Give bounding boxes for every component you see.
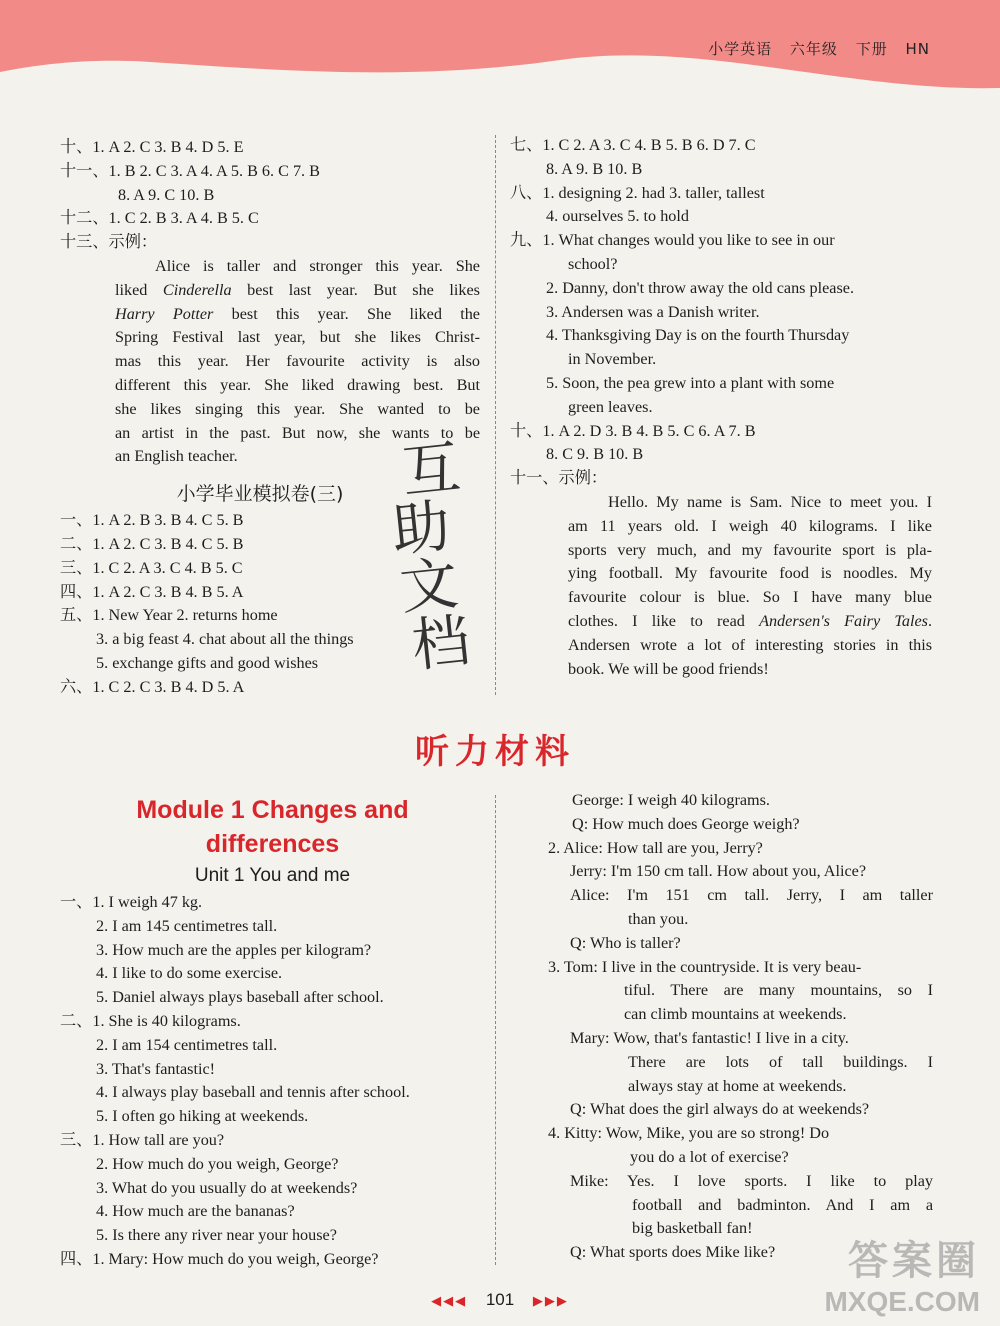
answer-line: 三、1. C 2. A 3. C 4. B 5. C xyxy=(60,558,243,577)
listening-line: you do a lot of exercise? xyxy=(630,1147,789,1166)
answer-line: 十二、1. C 2. B 3. A 4. B 5. C xyxy=(60,209,259,228)
answer-line: 8. C 9. B 10. B xyxy=(546,445,644,464)
listening-line: Jerry: I'm 150 cm tall. How about you, Alice? xyxy=(570,862,867,881)
answer-line: 5. exchange gifts and good wishes xyxy=(96,653,319,672)
listening-line: 4. Kitty: Wow, Mike, you are so strong! Do xyxy=(548,1124,830,1143)
listening-line: 2. I am 154 centimetres tall. xyxy=(96,1035,278,1054)
listening-line: 4. I like to do some exercise. xyxy=(96,964,283,983)
listening-line: 5. Is there any river near your house? xyxy=(96,1226,337,1245)
listening-line: 3. Tom: I live in the countryside. It is very beau- xyxy=(548,957,862,976)
handwritten-char: 助 xyxy=(388,491,454,565)
watermark-logo-text: 答案圈 xyxy=(848,1239,980,1283)
listening-line: football and badminton. And I am a xyxy=(632,1195,933,1214)
listening-line: 三、1. How tall are you? xyxy=(60,1130,225,1149)
section-title: 听力材料 xyxy=(415,732,575,772)
answer-line: 8. A 9. B 10. B xyxy=(546,159,643,178)
listening-line: 4. I always play baseball and tennis after school. xyxy=(96,1083,410,1102)
essay-line: mas this year. Her favourite activity is also xyxy=(115,352,480,371)
answer-line: 十一、示例： xyxy=(510,469,608,488)
listening-line: Q: What does the girl always do at weekends? xyxy=(570,1100,870,1119)
answer-line: 六、1. C 2. C 3. B 4. D 5. A xyxy=(60,677,245,696)
answer-line: 十、1. A 2. D 3. B 4. B 5. C 6. A 7. B xyxy=(510,421,756,440)
listening-line: always stay at home at weekends. xyxy=(628,1076,847,1095)
answer-line: 十一、1. B 2. C 3. A 4. A 5. B 6. C 7. B xyxy=(60,161,320,180)
essay-line: book. We will be good friends! xyxy=(568,659,769,678)
essay-line: Hello. My name is Sam. Nice to meet you. I xyxy=(608,492,932,511)
listening-line: 2. I am 145 centimetres tall. xyxy=(96,916,278,935)
answer-line: 十三、示例： xyxy=(60,233,158,252)
essay-line: favourite colour is blue. So I have many blue xyxy=(568,588,932,607)
answer-line: in November. xyxy=(568,350,657,369)
answer-line: 4. Thanksgiving Day is on the fourth Thursday xyxy=(546,326,850,345)
answer-line: 3. Andersen was a Danish writer. xyxy=(546,302,760,321)
listening-line: 3. What do you usually do at weekends? xyxy=(96,1178,358,1197)
unit-title: Unit 1 You and me xyxy=(194,865,351,886)
module-title-line2: differences xyxy=(205,830,340,858)
listening-line: 3. That's fantastic! xyxy=(96,1059,216,1078)
handwritten-char: 档 xyxy=(408,606,474,680)
module-title-line1: Module 1 Changes and xyxy=(136,796,409,824)
listening-line: Mary: Wow, that's fantastic! I live in a city. xyxy=(570,1028,849,1047)
listening-line: 5. I often go hiking at weekends. xyxy=(96,1107,309,1126)
answer-line: school? xyxy=(568,254,618,273)
answer-line: green leaves. xyxy=(568,397,653,416)
listening-line: Q: How much does George weigh? xyxy=(572,814,800,833)
column-divider-top xyxy=(495,135,496,695)
listening-line: big basketball fan! xyxy=(632,1219,753,1238)
listening-line: George: I weigh 40 kilograms. xyxy=(572,791,770,809)
listening-line: 二、1. She is 40 kilograms. xyxy=(60,1011,241,1030)
listening-line: 5. Daniel always plays baseball after school. xyxy=(96,988,384,1007)
essay-line: clothes. I like to read Andersen's Fairy Tales. xyxy=(568,611,932,630)
essay-line: an English teacher. xyxy=(115,447,238,466)
answer-line: 十、1. A 2. C 3. B 4. D 5. E xyxy=(60,138,244,156)
exam-title: 小学毕业模拟卷(三) xyxy=(176,483,344,506)
answer-line: 一、1. A 2. B 3. B 4. C 5. B xyxy=(60,511,244,530)
essay-line: Harry Potter best this year. She liked the xyxy=(115,304,480,323)
handwritten-annotation xyxy=(388,432,474,680)
handwritten-char: 文 xyxy=(396,548,462,623)
listening-right-column xyxy=(548,789,933,1265)
listening-line: Q: Who is taller? xyxy=(570,933,681,952)
page-number: 101 xyxy=(485,1290,515,1309)
answer-line: 七、1. C 2. A 3. C 4. B 5. B 6. D 7. C xyxy=(510,136,756,154)
listening-line: Q: What sports does Mike like? xyxy=(570,1243,776,1262)
header-edition: HN xyxy=(905,40,930,58)
header-volume: 下册 xyxy=(855,40,888,58)
answer-line: 五、1. New Year 2. returns home xyxy=(60,606,278,625)
essay-line: an artist in the past. But now, she wants to be xyxy=(115,423,480,442)
header-grade: 六年级 xyxy=(789,40,838,58)
column-divider-bottom xyxy=(495,795,496,1265)
answer-line: 四、1. A 2. C 3. B 4. B 5. A xyxy=(60,582,244,601)
answer-line: 九、1. What changes would you like to see in our xyxy=(510,231,835,250)
answer-line: 3. a big feast 4. chat about all the things xyxy=(96,630,354,649)
essay-line: am 11 years old. I weigh 40 kilograms. I like xyxy=(568,516,932,535)
essay-line: she likes singing this year. She wanted to be xyxy=(115,399,480,418)
listening-line: than you. xyxy=(628,909,689,928)
listening-line: Alice: I'm 151 cm tall. Jerry, I am taller xyxy=(570,886,933,905)
answer-line: 8. A 9. C 10. B xyxy=(118,185,215,204)
answer-line: 5. Soon, the pea grew into a plant with some xyxy=(546,373,835,392)
answer-line: 2. Danny, don't throw away the old cans please. xyxy=(546,278,854,297)
essay-line: liked Cinderella best last year. But she likes xyxy=(115,280,480,299)
essay-line: sports very much, and my favourite sport is pla- xyxy=(568,540,932,559)
watermark-url: MXQE.COM xyxy=(824,1286,980,1317)
listening-line: There are lots of tall buildings. I xyxy=(628,1052,933,1071)
listening-line: can climb mountains at weekends. xyxy=(624,1005,847,1024)
listening-line: Mike: Yes. I love sports. I like to play xyxy=(570,1171,933,1190)
answer-line: 八、1. designing 2. had 3. taller, tallest xyxy=(510,183,765,202)
listening-line: 一、1. I weigh 47 kg. xyxy=(60,893,203,911)
watermark xyxy=(824,1229,980,1318)
listening-left-column xyxy=(60,793,485,1272)
essay-line: ying football. My favourite food is noodles. My xyxy=(568,564,932,583)
header-subject: 小学英语 xyxy=(708,40,773,58)
listening-line: 2. Alice: How tall are you, Jerry? xyxy=(548,838,763,857)
listening-line: 2. How much do you weigh, George? xyxy=(96,1154,339,1173)
left-arrows-icon: ◀◀◀ xyxy=(431,1293,468,1308)
sample-essay-2 xyxy=(510,491,932,681)
answer-line: 二、1. A 2. C 3. B 4. C 5. B xyxy=(60,534,244,553)
right-column-top xyxy=(510,134,930,681)
essay-line: Andersen wrote a lot of interesting stories in this xyxy=(568,635,932,654)
essay-line: Alice is taller and stronger this year. She xyxy=(155,256,480,275)
answer-line: 4. ourselves 5. to hold xyxy=(546,207,689,226)
essay-line: Spring Festival last year, but she likes Christ- xyxy=(115,328,480,347)
handwritten-char: 互 xyxy=(398,432,464,507)
header-info xyxy=(696,38,930,59)
listening-line: tiful. There are many mountains, so I xyxy=(624,981,933,1000)
listening-line: 四、1. Mary: How much do you weigh, George? xyxy=(60,1249,379,1268)
right-arrows-icon: ▶▶▶ xyxy=(532,1293,569,1308)
listening-line: 4. How much are the bananas? xyxy=(96,1202,295,1221)
essay-line: different this year. She liked drawing best. But xyxy=(115,375,480,394)
listening-line: 3. How much are the apples per kilogram? xyxy=(96,940,372,959)
